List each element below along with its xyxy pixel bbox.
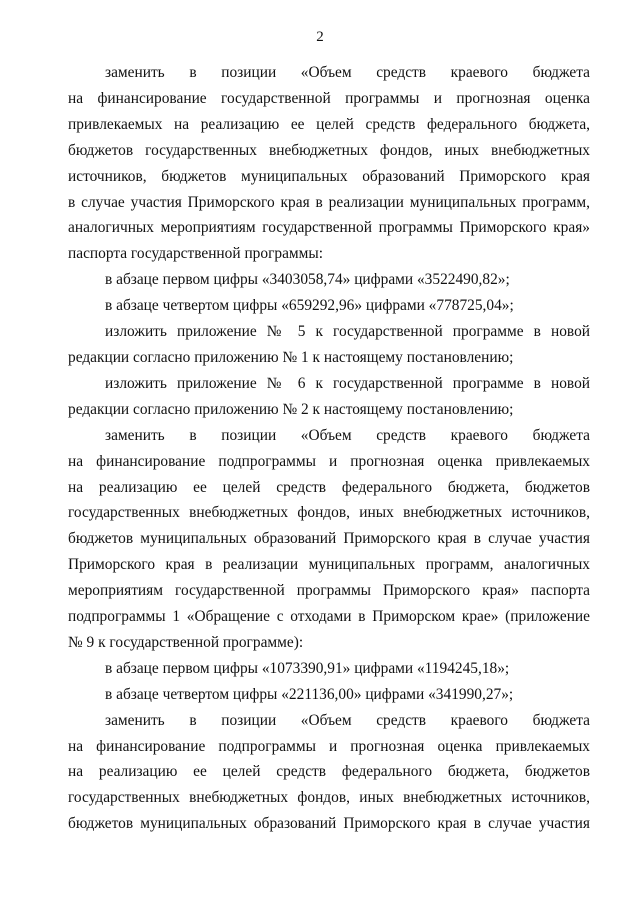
text-line: Приморского края в реализации муниципальных программ, аналогичных — [68, 556, 590, 574]
paragraph-replace-subprogram-1-funding — [68, 423, 590, 656]
paragraph-first-abzac-figures — [68, 267, 590, 293]
paragraph-replace-next-subprogram-funding — [68, 708, 590, 838]
text-line: в абзаце четвертом цифры «659292,96» цифрами «778725,04»; — [105, 297, 514, 315]
paragraph-subprogram-first-abzac-figures — [68, 656, 590, 682]
paragraph-subprogram-fourth-abzac-figures — [68, 682, 590, 708]
text-line: редакции согласно приложению № 1 к настоящему постановлению; — [68, 348, 514, 366]
text-line: на финансирование государственной программы и прогнозная оценка — [68, 89, 590, 107]
text-line: № 9 к государственной программе): — [68, 633, 304, 651]
text-line: бюджетов муниципальных образований Приморского края в случае участия — [68, 815, 590, 833]
paragraph-replace-state-program-funding — [68, 60, 590, 267]
text-line: заменить в позиции «Объем средств краевого бюджета — [105, 711, 590, 729]
text-line: мероприятиям государственной программы Приморского края» паспорта — [68, 582, 590, 600]
text-line: бюджетов государственных внебюджетных фондов, иных внебюджетных — [68, 141, 590, 159]
text-line: аналогичных мероприятиям государственной программы Приморского края» — [68, 219, 590, 237]
text-line: подпрограммы 1 «Обращение с отходами в Приморском крае» (приложение — [68, 608, 590, 626]
text-line: привлекаемых на реализацию ее целей средств федерального бюджета, — [68, 115, 590, 133]
paragraph-appendix-6-new-edition — [68, 371, 590, 423]
text-line: источников, бюджетов муниципальных образований Приморского края — [68, 167, 590, 185]
text-line: в абзаце первом цифры «3403058,74» цифрами «3522490,82»; — [105, 271, 510, 289]
page-number: 2 — [316, 29, 324, 45]
text-line: заменить в позиции «Объем средств краевого бюджета — [105, 426, 590, 444]
text-line: в абзаце четвертом цифры «221136,00» цифрами «341990,27»; — [105, 685, 514, 703]
document-body — [68, 60, 590, 837]
text-line: в случае участия Приморского края в реализации муниципальных программ, — [68, 193, 590, 211]
text-line: бюджетов муниципальных образований Приморского края в случае участия — [68, 530, 590, 548]
text-line: государственных внебюджетных фондов, иных внебюджетных источников, — [68, 504, 590, 522]
text-line: на реализацию ее целей средств федерального бюджета, бюджетов — [68, 763, 590, 781]
text-line: на финансирование подпрограммы и прогнозная оценка привлекаемых — [68, 452, 590, 470]
text-line: на финансирование подпрограммы и прогнозная оценка привлекаемых — [68, 737, 590, 755]
text-line: изложить приложение № 6 к государственной программе в новой — [105, 374, 590, 392]
paragraph-appendix-5-new-edition — [68, 319, 590, 371]
text-line: заменить в позиции «Объем средств краевого бюджета — [105, 64, 590, 81]
text-line: паспорта государственной программы: — [68, 245, 324, 263]
text-line: государственных внебюджетных фондов, иных внебюджетных источников, — [68, 789, 590, 807]
paragraph-fourth-abzac-figures — [68, 293, 590, 319]
text-line: изложить приложение № 5 к государственной программе в новой — [105, 323, 590, 341]
text-line: на реализацию ее целей средств федерального бюджета, бюджетов — [68, 478, 590, 496]
text-line: редакции согласно приложению № 2 к настоящему постановлению; — [68, 400, 514, 418]
text-line: в абзаце первом цифры «1073390,91» цифрами «1194245,18»; — [105, 659, 510, 677]
